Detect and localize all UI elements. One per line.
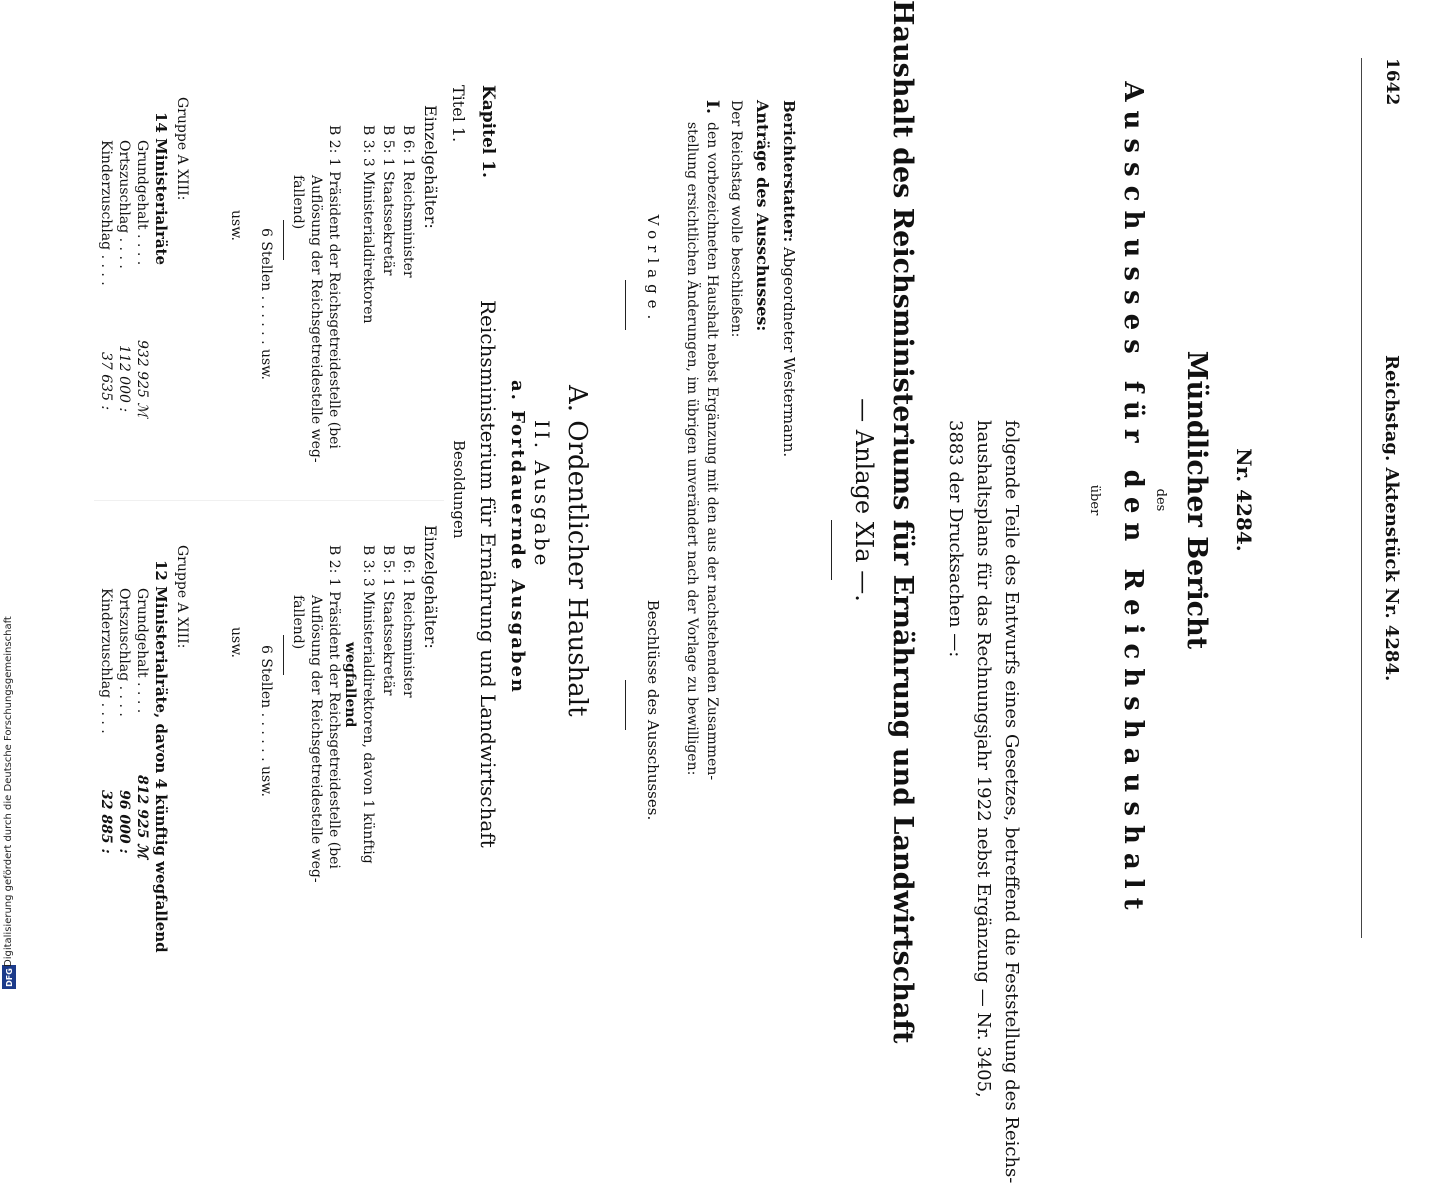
reporter-name: Abgeordneter Westermann.: [780, 246, 798, 458]
right-usw: usw.: [228, 627, 244, 658]
titel-label: Titel 1.: [449, 85, 468, 143]
budget-title: Haushalt des Reichsministeriums für Ernährung und Landwirtschaft: [887, 0, 918, 1044]
dfg-logo-text: DFG: [4, 967, 14, 987]
left-b3: B 3: 3 Ministerialdirektoren: [360, 125, 376, 324]
item-text-2: stellung ersichtlichen Änderungen, im übrigen unverändert nach der Vorlage zu bewilligen:: [684, 122, 700, 776]
section-a: A. Ordentlicher Haushalt: [562, 385, 592, 717]
column-head-beschluesse: Beschlüsse des Ausschusses.: [644, 599, 662, 821]
right-kinder-label: Kinderzuschlag . . . .: [98, 588, 114, 734]
right-ministerialraete: 12 Ministerialräte, davon 4 künftig wegfallend: [152, 560, 170, 953]
title-ueber: über: [1087, 484, 1102, 516]
page-number: 1642: [1382, 58, 1402, 106]
committee-title: Ausschusses für den Reichshaushalt: [1118, 81, 1148, 919]
right-grund-label: Grundgehalt . . . .: [134, 588, 150, 714]
budget-annex: — Anlage XIa —.: [850, 398, 878, 602]
kapitel-label: Kapitel 1.: [478, 85, 498, 178]
kapitel-title: Reichsministerium für Ernährung und Landwirtschaft: [476, 300, 500, 848]
reichstag-resolve: Der Reichstag wolle beschließen:: [728, 100, 744, 338]
reporter-line: [780, 100, 798, 457]
column-head-vorlage: Vorlage.: [644, 214, 662, 326]
left-stellen-rule: [283, 220, 284, 260]
page-header: Reichstag. Aktenstück Nr. 4284.: [1381, 355, 1402, 682]
right-b2-line3: fallend): [290, 595, 306, 650]
left-kinder-value: 37 635 :: [98, 352, 114, 411]
right-einzel: Einzelgehälter:: [421, 525, 440, 649]
right-gruppe: Gruppe A XIII:: [174, 545, 190, 649]
right-b5: B 5: 1 Staatssekretär: [380, 545, 396, 696]
motions-heading: Anträge des Ausschusses:: [753, 100, 772, 332]
item-number: I.: [702, 100, 722, 114]
left-ministerialraete: 14 Ministerialräte: [152, 112, 170, 266]
left-stellen: 6 Stellen . . . . . . usw.: [258, 228, 274, 380]
left-b2-line2: Auflösung der Reichsgetreidestelle weg-: [308, 175, 324, 463]
right-orts-label: Ortszuschlag . . . .: [116, 588, 132, 717]
left-b6: B 6: 1 Reichsminister: [400, 125, 416, 278]
right-b3-wegfallend: wegfallend: [342, 642, 358, 728]
title-divider: [831, 520, 832, 580]
section-sub: a. Fortdauernde Ausgaben: [507, 380, 528, 695]
right-b2-line1: B 2: 1 Präsident der Reichsgetreidestelle (bei: [326, 545, 342, 869]
left-usw: usw.: [228, 210, 244, 241]
right-b3: B 3: 3 Ministerialdirektoren, davon 1 künftig: [360, 545, 376, 864]
title-body-2: haushaltsplans für das Rechnungsjahr 1922 nebst Ergänzung — Nr. 3405,: [973, 420, 994, 1098]
document-number: Nr. 4284.: [1232, 448, 1256, 552]
report-title: Mündlicher Bericht: [1181, 350, 1212, 650]
left-b2-line1: B 2: 1 Präsident der Reichsgetreidestelle (bei: [326, 125, 342, 449]
left-orts-value: 112 000 :: [116, 345, 132, 413]
right-orts-value: 96 000 :: [116, 790, 132, 854]
right-b6: B 6: 1 Reichsminister: [400, 545, 416, 698]
reporter-label: Berichterstatter:: [780, 100, 798, 243]
header-rule: [1361, 58, 1362, 938]
left-kinder-label: Kinderzuschlag . . . .: [98, 140, 114, 286]
right-stellen-rule: [283, 635, 284, 675]
left-b5: B 5: 1 Staatssekretär: [380, 125, 396, 276]
title-body-3: 3883 der Drucksachen —:: [945, 420, 966, 658]
left-einzel: Einzelgehälter:: [421, 105, 440, 229]
footer-text: Digitalisierung gefördert durch die Deutsche Forschungsgemeinschaft: [3, 616, 14, 967]
besoldungen-label: Besoldungen: [450, 440, 468, 539]
column-separator: [94, 500, 444, 501]
left-b2-line3: fallend): [290, 175, 306, 230]
right-kinder-value: 32 885 :: [98, 790, 114, 854]
left-gruppe: Gruppe A XIII:: [174, 97, 190, 201]
right-b2-line2: Auflösung der Reichsgetreidestelle weg-: [308, 595, 324, 883]
left-grund-label: Grundgehalt . . . .: [134, 140, 150, 266]
item-text-1: den vorbezeichneten Haushalt nebst Ergänzung mit den aus der nachstehenden Zusammen-: [704, 122, 720, 781]
right-stellen: 6 Stellen . . . . . . usw.: [258, 645, 274, 797]
footer-strip: [0, 0, 20, 1000]
right-grund-value: 812 925 ℳ: [134, 775, 150, 859]
section-ii: II. Ausgabe: [530, 420, 554, 569]
title-body-1: folgende Teile des Entwurfs eines Gesetzes, betreffend die Feststellung des Reichs-: [1001, 420, 1022, 1183]
left-orts-label: Ortszuschlag . . . .: [116, 140, 132, 269]
title-des: des: [1153, 488, 1168, 512]
beschluesse-rule: [625, 680, 626, 730]
dfg-logo: [2, 965, 16, 989]
left-grund-value: 932 925 ℳ: [134, 340, 150, 418]
vorlage-rule: [625, 280, 626, 330]
